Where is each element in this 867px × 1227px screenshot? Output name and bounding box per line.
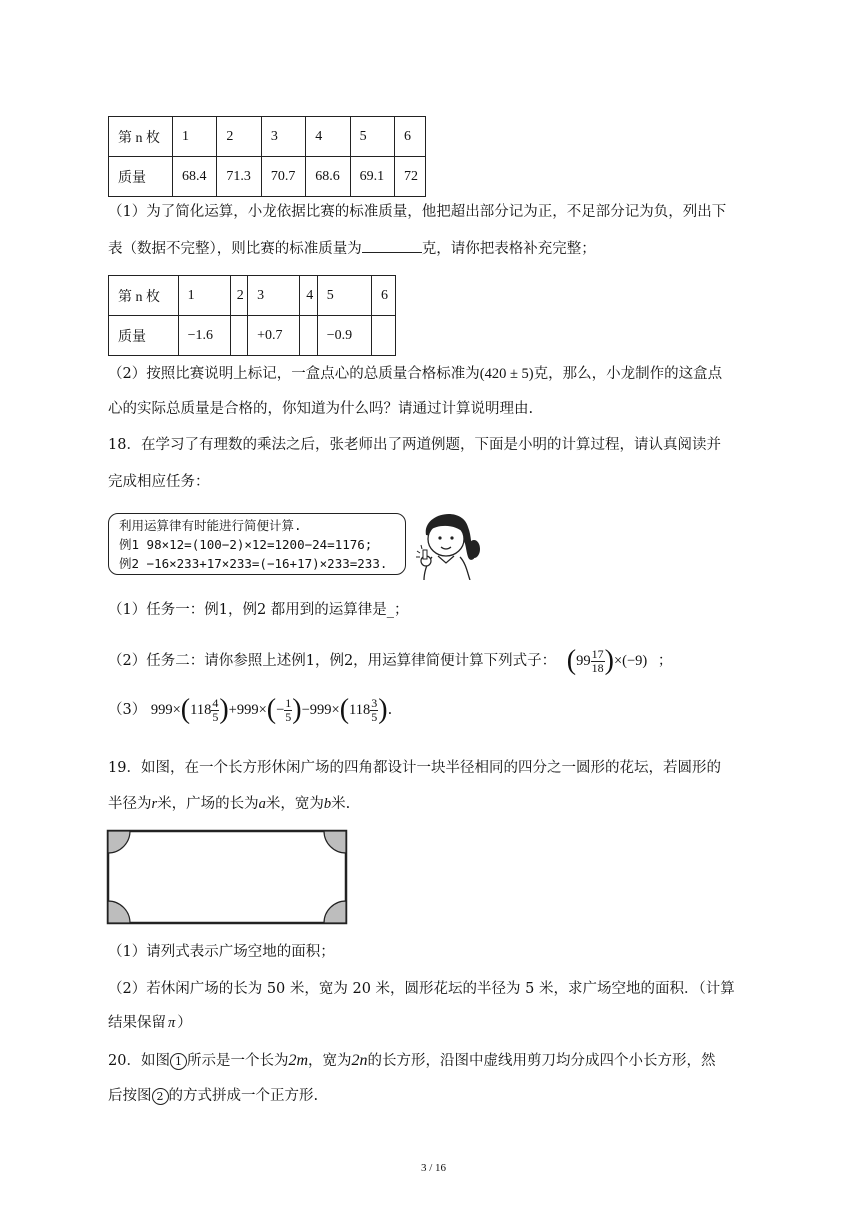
- q19-sub2-line2: [108, 1013, 192, 1033]
- table-cell: −1.6: [178, 316, 230, 356]
- text: （2）任务二：请你参照上述例1，例2，用运算律简便计算下列式子：: [108, 653, 557, 669]
- text: .: [387, 702, 393, 718]
- denominator: 5: [371, 709, 378, 724]
- table-row: [109, 117, 426, 157]
- table-cell: 5: [317, 276, 371, 316]
- mixed-whole: 118: [349, 702, 371, 718]
- text: 米，宽为: [265, 796, 324, 812]
- variable-b: b: [323, 796, 332, 812]
- table-cell: 质量: [109, 316, 179, 356]
- paren: (: [180, 694, 191, 725]
- expression-1: [567, 647, 647, 675]
- text: 米.: [331, 796, 351, 812]
- q17-part2-line2: 心的实际总质量是合格的，你知道为什么吗？请通过计算说明理由.: [108, 401, 534, 417]
- text: 半径为: [108, 796, 152, 812]
- table-cell: 68.4: [173, 157, 217, 197]
- callout-line: 利用运算律有时能进行简便计算.: [119, 518, 302, 533]
- mass-table: [108, 116, 426, 197]
- answer-blank[interactable]: [362, 238, 422, 253]
- q18-task1: （1）任务一：例1，例2 都用到的运算律是_；: [108, 602, 409, 618]
- text: ）: [177, 1015, 192, 1031]
- table-cell: +0.7: [248, 316, 300, 356]
- table-cell: 质量: [109, 157, 173, 197]
- denominator: 18: [591, 660, 604, 675]
- table-row: [109, 276, 396, 316]
- table-cell: 第 n 枚: [109, 276, 179, 316]
- q20-line2: [108, 1086, 318, 1106]
- page-number: 3 / 16: [420, 1162, 447, 1174]
- text: 所示是一个长为: [186, 1053, 289, 1069]
- q19-sub2-line1: （2）若休闲广场的长为 50 米，宽为 20 米，圆形花坛的半径为 5 米，求广场空地的面积．（计算: [108, 981, 735, 997]
- callout-line: 例1 98×12=(100−2)×12=1200−24=1176;: [119, 537, 373, 552]
- numerator: 3: [371, 695, 378, 710]
- table-cell: 5: [350, 117, 394, 157]
- paren: (: [266, 694, 277, 725]
- q17-part1-line1: （1）为了简化运算，小龙依据比赛的标准质量，他把超出部分记为正，不足部分记为负，列出下: [108, 204, 727, 220]
- q17-part1-line2: [108, 238, 596, 259]
- q19-line2: [108, 794, 350, 814]
- table-cell: −0.9: [317, 316, 371, 356]
- text: 克，那么，小龙制作的这盒点: [533, 366, 723, 382]
- table-cell: 第 n 枚: [109, 117, 173, 157]
- table-cell: 4: [300, 276, 317, 316]
- q18-intro-line1: 18．在学习了有理数的乘法之后，张老师出了两道例题，下面是小明的计算过程，请认真阅读并: [108, 437, 721, 453]
- deviation-table: [108, 275, 396, 356]
- minus-sign: −: [276, 702, 285, 718]
- table-cell: 2: [217, 117, 261, 157]
- table-row: [109, 157, 426, 197]
- square-plaza-figure: [106, 829, 348, 925]
- table-cell: 69.1: [350, 157, 394, 197]
- q20-line1: [108, 1051, 716, 1071]
- figure-1-marker: 1: [170, 1053, 187, 1070]
- numerator: 1: [285, 695, 292, 710]
- text: 克，请你把表格补充完整；: [421, 241, 596, 257]
- table-cell: 6: [395, 117, 426, 157]
- table-cell: 68.6: [306, 157, 350, 197]
- mixed-whole: 118: [190, 702, 212, 718]
- fraction: [591, 648, 605, 675]
- paren: ): [292, 694, 302, 725]
- q19-sub1: （1）请列式表示广场空地的面积；: [108, 944, 335, 960]
- table-cell: 1: [173, 117, 217, 157]
- text: 20．如图: [108, 1053, 170, 1069]
- table-cell: 6: [372, 276, 396, 316]
- callout-line: 例2 −16×233+17×233=(−16+17)×233=233.: [119, 556, 388, 571]
- table-cell: 2: [230, 276, 247, 316]
- tolerance-expression: (420 ± 5): [479, 366, 534, 382]
- paren: ): [604, 645, 614, 676]
- table-cell[interactable]: [230, 316, 247, 356]
- table-cell: 4: [306, 117, 350, 157]
- text: ，宽为: [308, 1053, 352, 1069]
- expression-part: 999×: [150, 702, 181, 718]
- example-callout: [108, 513, 406, 575]
- paren: (: [339, 694, 350, 725]
- q19-line1: 19．如图，在一个长方形休闲广场的四角都设计一块半径相同的四分之一圆形的花坛，若圆形的: [108, 760, 721, 776]
- q18-intro-line2: 完成相应任务：: [108, 474, 210, 490]
- label: （3）: [108, 702, 147, 718]
- student-girl-illustration: [412, 505, 484, 580]
- text: 的方式拼成一个正方形.: [168, 1088, 319, 1104]
- paren: ): [378, 694, 388, 725]
- table-cell: 1: [178, 276, 230, 316]
- table-cell[interactable]: [300, 316, 317, 356]
- text: 的长方形，沿图中虚线用剪刀均分成四个小长方形，然: [367, 1053, 716, 1069]
- multiplier: ×(−9): [613, 653, 648, 669]
- text: 结果保留: [108, 1015, 166, 1031]
- pi-symbol: π: [168, 1015, 176, 1031]
- q18-task2: [108, 647, 672, 691]
- paren: ): [219, 694, 229, 725]
- table-cell: 72: [395, 157, 426, 197]
- q18-task3: [108, 696, 392, 740]
- figure-2-marker: 2: [152, 1088, 169, 1105]
- table-cell: 70.7: [261, 157, 305, 197]
- mixed-whole: 99: [576, 653, 591, 669]
- variable-r: r: [151, 796, 158, 812]
- table-row: [109, 316, 396, 356]
- expression-part: +999×: [228, 702, 267, 718]
- text: （2）按照比赛说明上标记，一盒点心的总质量合格标准为: [108, 366, 480, 382]
- numerator: 4: [212, 695, 219, 710]
- width-expression: 2n: [351, 1052, 368, 1069]
- table-cell: 3: [261, 117, 305, 157]
- length-expression: 2m: [288, 1052, 309, 1069]
- text: ；: [657, 653, 673, 669]
- text: 表（数据不完整），则比赛的标准质量为: [108, 241, 362, 257]
- paren: (: [566, 645, 577, 676]
- denominator: 5: [212, 709, 219, 724]
- text: 米，广场的长为: [157, 796, 259, 812]
- table-cell: 3: [248, 276, 300, 316]
- q17-part2-line1: [108, 364, 722, 384]
- table-cell: 71.3: [217, 157, 261, 197]
- variable-a: a: [258, 796, 266, 812]
- numerator: 17: [591, 646, 604, 661]
- expression-part: −999×: [301, 702, 340, 718]
- table-cell[interactable]: [372, 316, 396, 356]
- denominator: 5: [285, 709, 292, 724]
- text: 后按图: [108, 1088, 152, 1104]
